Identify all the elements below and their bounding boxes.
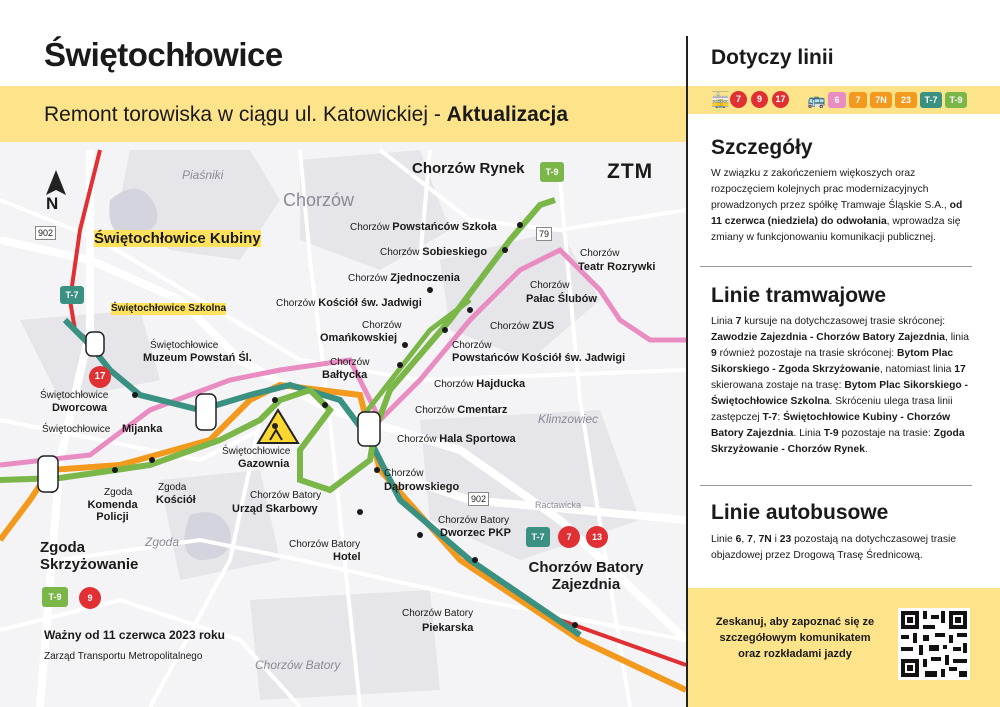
operator-text: Zarząd Transportu Metropolitalnego bbox=[44, 651, 203, 662]
badge-9: 9 bbox=[79, 587, 101, 609]
stop-mijanka-city: Świętochłowice bbox=[42, 424, 111, 435]
stop-chorzow-rynek: Chorzów Rynek bbox=[412, 160, 525, 177]
stop-pkp-city: Chorzów Batory bbox=[438, 515, 510, 526]
stop-muzeum-city: Świętochłowice bbox=[150, 340, 219, 351]
badge-17: 17 bbox=[89, 366, 111, 388]
badge-t9-rynek: T-9 bbox=[540, 162, 564, 182]
tram-line-9-badge: 9 bbox=[751, 91, 768, 108]
bus-body: Linie 6, 7, 7N i 23 pozostają na dotychczasowej trasie objazdowej przez Drogową Trasę Średnicową. bbox=[711, 534, 957, 561]
details-body: W związku z zakończeniem więkoszych oraz rozpoczęciem kolejnych prac modernizacyjnych prowadzonych przez spółkę Tramwaje Śląskie S.A., od 11 czerwca (niedziela) do odwołania, wprowadza się zmiany w funkcjonowaniu komunikacji publicznej. bbox=[711, 168, 963, 243]
stop-kosciol-city: Zgoda bbox=[158, 482, 187, 493]
stop-hala: Chorzów Hala Sportowa bbox=[397, 433, 516, 445]
stop-urzad: Urząd Skarbowy bbox=[232, 503, 318, 515]
bus-line-7n-badge: 7N bbox=[870, 92, 892, 108]
tram-line-17-badge: 17 bbox=[772, 91, 789, 108]
stop-szkola: Chorzów Powstańców Szkoła bbox=[350, 221, 497, 233]
area-chorzow: Chorzów bbox=[283, 190, 355, 210]
badge-13: 13 bbox=[586, 526, 608, 548]
stop-cmentarz: Chorzów Cmentarz bbox=[415, 404, 508, 416]
rule-2 bbox=[700, 485, 972, 486]
stop-komenda: Komenda Policji bbox=[87, 499, 138, 523]
stop-kosciol: Kościół bbox=[156, 494, 196, 506]
area-chorzow-batory: Chorzów Batory bbox=[255, 658, 341, 672]
stop-baltycka-city: Chorzów bbox=[330, 357, 370, 368]
stop-gazownia: Gazownia bbox=[238, 458, 290, 470]
stop-pkp: Dworzec PKP bbox=[440, 527, 511, 539]
stop-dworcowa: Dworcowa bbox=[52, 402, 108, 414]
stop-komenda-city: Zgoda bbox=[104, 487, 133, 498]
subtitle: Remont torowiska w ciągu ul. Katowickiej - Aktualizacja bbox=[44, 103, 569, 126]
page-title: Świętochłowice bbox=[44, 36, 283, 73]
road-902-south-label: 902 bbox=[468, 492, 489, 506]
lines-title: Dotyczy linii bbox=[711, 46, 834, 69]
compass-n: N bbox=[46, 194, 59, 213]
stop-teatr-city: Chorzów bbox=[580, 248, 620, 259]
badge-t7-batory: T-7 bbox=[526, 527, 550, 547]
bus-line-t-7-badge: T-7 bbox=[920, 92, 942, 108]
stop-muzeum: Muzeum Powstań Śl. bbox=[143, 352, 252, 364]
area-piasniki: Piaśniki bbox=[182, 168, 224, 182]
stop-palac-city: Chorzów bbox=[530, 280, 570, 291]
stop-hotel-city: Chorzów Batory bbox=[289, 539, 361, 550]
stop-hajducka: Chorzów Hajducka bbox=[434, 378, 526, 390]
qr-code-icon[interactable] bbox=[898, 608, 970, 680]
stop-piekarska-city: Chorzów Batory bbox=[402, 608, 474, 619]
validity-text: Ważny od 11 czerwca 2023 roku bbox=[44, 628, 225, 642]
stop-dabrowskiego: Dąbrowskiego bbox=[384, 481, 460, 493]
road-79-label: 79 bbox=[536, 227, 552, 241]
stop-mijanka: Mijanka bbox=[122, 423, 163, 435]
stop-hotel: Hotel bbox=[333, 551, 361, 563]
stop-palac: Pałac Ślubów bbox=[526, 293, 597, 305]
bus-line-7-badge: 7 bbox=[849, 92, 867, 108]
bus-line-6-badge: 6 bbox=[828, 92, 846, 108]
bus-line-t-9-badge: T-9 bbox=[945, 92, 967, 108]
stop-zjednoczenia: Chorzów Zjednoczenia bbox=[348, 272, 460, 284]
details-title: Szczegóły bbox=[711, 136, 813, 159]
road-902-label: 902 bbox=[35, 226, 56, 240]
tram-icon: 🚋 bbox=[711, 92, 730, 109]
stop-omankowskiej: Omańkowskiej bbox=[320, 332, 398, 344]
bus-title: Linie autobusowe bbox=[711, 501, 889, 524]
ztm-logo: ZTM bbox=[607, 160, 654, 183]
stop-sobieskiego: Chorzów Sobieskiego bbox=[380, 246, 488, 258]
stop-urzad-city: Chorzów Batory bbox=[250, 490, 322, 501]
stop-pkj: Powstańców Kościół św. Jadwigi bbox=[452, 352, 626, 364]
badge-t7-kubiny: T-7 bbox=[60, 286, 84, 304]
badge-7: 7 bbox=[558, 526, 580, 548]
stop-dworcowa-city: Świętochłowice bbox=[40, 390, 109, 401]
badge-t9-zgoda: T-9 bbox=[42, 587, 68, 607]
bus-icon: 🚌 bbox=[807, 92, 826, 109]
stop-piekarska: Piekarska bbox=[422, 622, 474, 634]
stop-szkolna: Świętochłowice Szkolna bbox=[111, 303, 227, 314]
rule-1 bbox=[700, 266, 972, 267]
area-klimzowiec: Klimzowiec bbox=[538, 412, 599, 426]
stop-zus: Chorzów ZUS bbox=[490, 320, 555, 332]
stop-baltycka: Bałtycka bbox=[322, 369, 368, 381]
street-ractawicka: Ractawicka bbox=[535, 500, 582, 510]
tram-title: Linie tramwajowe bbox=[711, 284, 887, 307]
stop-teatr: Teatr Rozrywki bbox=[578, 261, 656, 273]
stop-kubiny: Świętochłowice Kubiny bbox=[94, 230, 261, 247]
stop-pkj-city: Chorzów bbox=[452, 340, 492, 351]
area-zgoda: Zgoda bbox=[145, 535, 180, 549]
bus-line-23-badge: 23 bbox=[895, 92, 917, 108]
north-arrow-icon bbox=[46, 170, 66, 195]
stop-gazownia-city: Świętochłowice bbox=[222, 446, 291, 457]
tram-line-7-badge: 7 bbox=[730, 91, 747, 108]
stop-dabrowskiego-city: Chorzów bbox=[384, 468, 424, 479]
tram-body: Linia 7 kursuje na dotychczasowej trasie skróconej: Zawodzie Zajezdnia - Chorzów Batory Zajezdnia, linia 9 również pozostaje na trasie skróconej: Bytom Plac Sikorskiego - Zgoda Skrzyżowanie, natomiast linia 17 skierowana zostaje na trasę: Bytom Plac Sikorskiego - Świętochłowice Szkolna. Skróceniu ulega trasa linii zastępczej T-7: Świętochłowice Kubiny - Chorzów Batory Zajezdnia. Linia T-9 pozostaje na trasie: Zgoda Skrzyżowanie - Chorzów Rynek. bbox=[711, 316, 970, 455]
stop-jadwigi: Chorzów Kościół św. Jadwigi bbox=[276, 297, 422, 309]
qr-text: Zeskanuj, aby zapoznać się ze szczegółowym komunikatem oraz rozkładami jazdy bbox=[715, 616, 875, 660]
stop-batory-zajezdnia: Chorzów Batory Zajezdnia bbox=[528, 559, 644, 593]
stop-zgoda-skrzyzowanie: Zgoda Skrzyżowanie bbox=[40, 539, 139, 573]
stop-omankowskiej-city: Chorzów bbox=[362, 320, 402, 331]
